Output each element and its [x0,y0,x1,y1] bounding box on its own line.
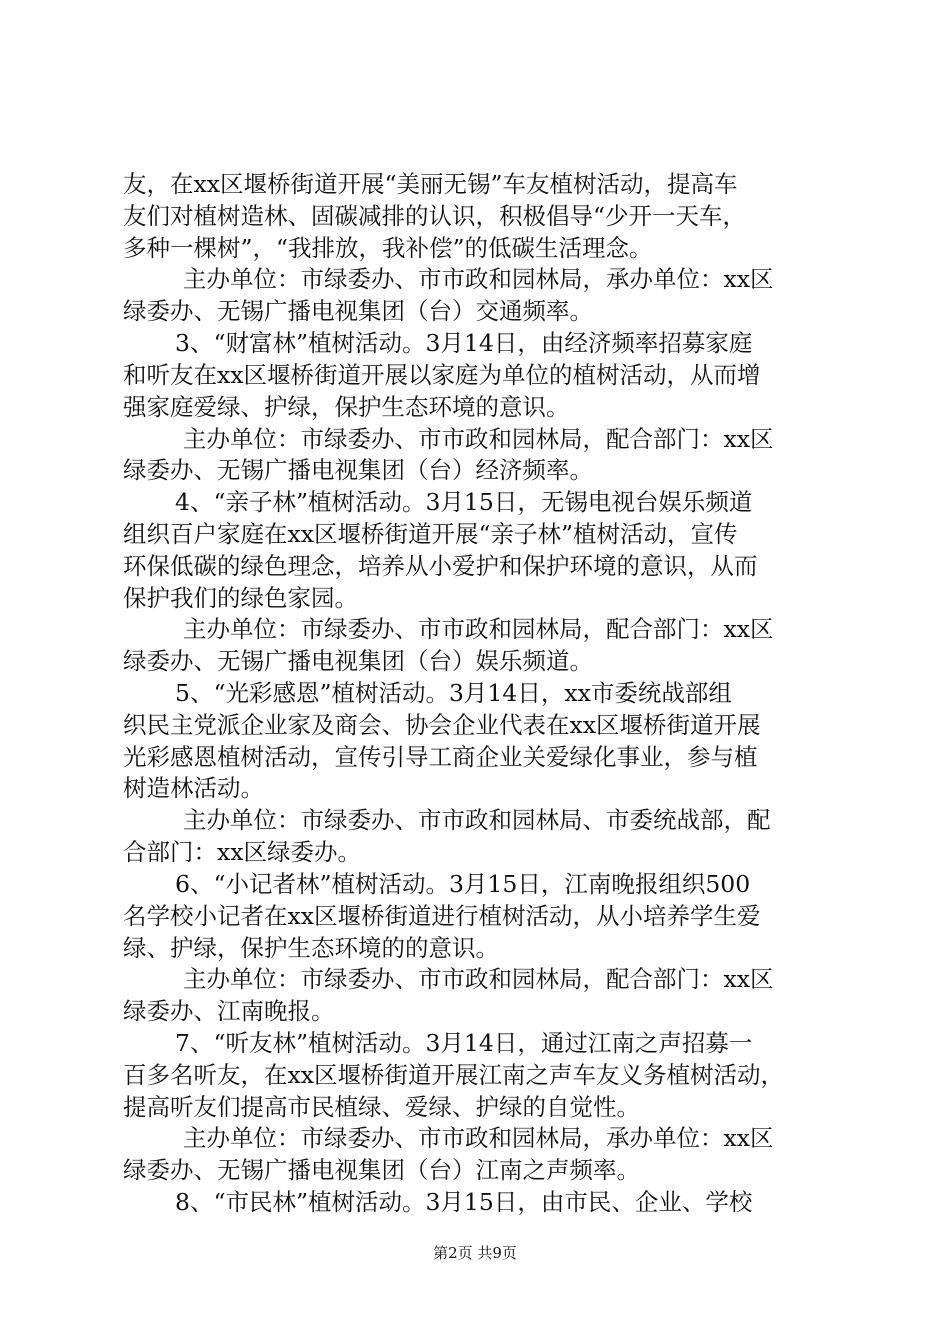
paragraph-line: 4、“亲子林”植树活动。3月15日，无锡电视台娱乐频道 [175,488,753,516]
paragraph-line: 主办单位：市绿委办、市市政和园林局，承办单位：xx区 [183,265,774,293]
paragraph-line: 主办单位：市绿委办、市市政和园林局，配合部门：xx区 [183,425,774,453]
paragraph-line: 8、“市民林”植树活动。3月15日，由市民、企业、学校 [175,1188,753,1216]
paragraph-line: 绿委办、无锡广播电视集团（台）娱乐频道。 [123,647,593,675]
paragraph-line: 绿委办、无锡广播电视集团（台）交通频率。 [123,297,593,325]
paragraph-line: 7、“听友林”植树活动。3月14日，通过江南之声招募一 [175,1029,753,1057]
paragraph-line: 多种一棵树”，“我排放，我补偿”的低碳生活理念。 [123,234,653,262]
paragraph-line: 主办单位：市绿委办、市市政和园林局，承办单位：xx区 [183,1124,774,1152]
paragraph-line: 组织百户家庭在xx区堰桥街道开展“亲子林”植树活动，宣传 [123,520,738,548]
paragraph-line: 友，在xx区堰桥街道开展“美丽无锡”车友植树活动，提高车 [123,170,738,198]
paragraph-line: 绿委办、无锡广播电视集团（台）江南之声频率。 [123,1156,640,1184]
paragraph-line: 绿委办、无锡广播电视集团（台）经济频率。 [123,456,593,484]
paragraph-line: 名学校小记者在xx区堰桥街道进行植树活动，从小培养学生爱 [123,902,761,930]
paragraph-line: 保护我们的绿色家园。 [123,584,358,612]
paragraph-line: 合部门：xx区绿委办。 [123,838,362,866]
paragraph-line: 3、“财富林”植树活动。3月14日，由经济频率招募家庭 [175,329,753,357]
paragraph-line: 百多名听友，在xx区堰桥街道开展江南之声车友义务植树活动， [123,1061,785,1089]
paragraph-line: 绿、护绿，保护生态环境的的意识。 [123,934,499,962]
paragraph-line: 光彩感恩植树活动，宣传引导工商企业关爱绿化事业，参与植 [123,743,758,771]
paragraph-line: 织民主党派企业家及商会、协会企业代表在xx区堰桥街道开展 [123,711,761,739]
paragraph-line: 绿委办、江南晚报。 [123,997,335,1025]
paragraph-line: 环保低碳的绿色理念，培养从小爱护和保护环境的意识，从而 [123,552,758,580]
paragraph-line: 和听友在xx区堰桥街道开展以家庭为单位的植树活动，从而增 [123,361,761,389]
paragraph-line: 提高听友们提高市民植绿、爱绿、护绿的自觉性。 [123,1093,640,1121]
page-number-footer: 第2页 共9页 [433,1244,517,1262]
paragraph-line: 5、“光彩感恩”植树活动。3月14日，xx市委统战部组 [175,679,732,707]
paragraph-line: 强家庭爱绿、护绿，保护生态环境的意识。 [123,393,570,421]
paragraph-line: 友们对植树造林、固碳减排的认识，积极倡导“少开一天车， [123,202,747,230]
paragraph-line: 主办单位：市绿委办、市市政和园林局，配合部门：xx区 [183,615,774,643]
paragraph-line: 6、“小记者林”植树活动。3月15日，江南晚报组织500 [175,870,751,898]
paragraph-line: 主办单位：市绿委办、市市政和园林局、市委统战部，配 [183,806,771,834]
paragraph-line: 主办单位：市绿委办、市市政和园林局，配合部门：xx区 [183,965,774,993]
paragraph-line: 树造林活动。 [123,774,264,802]
